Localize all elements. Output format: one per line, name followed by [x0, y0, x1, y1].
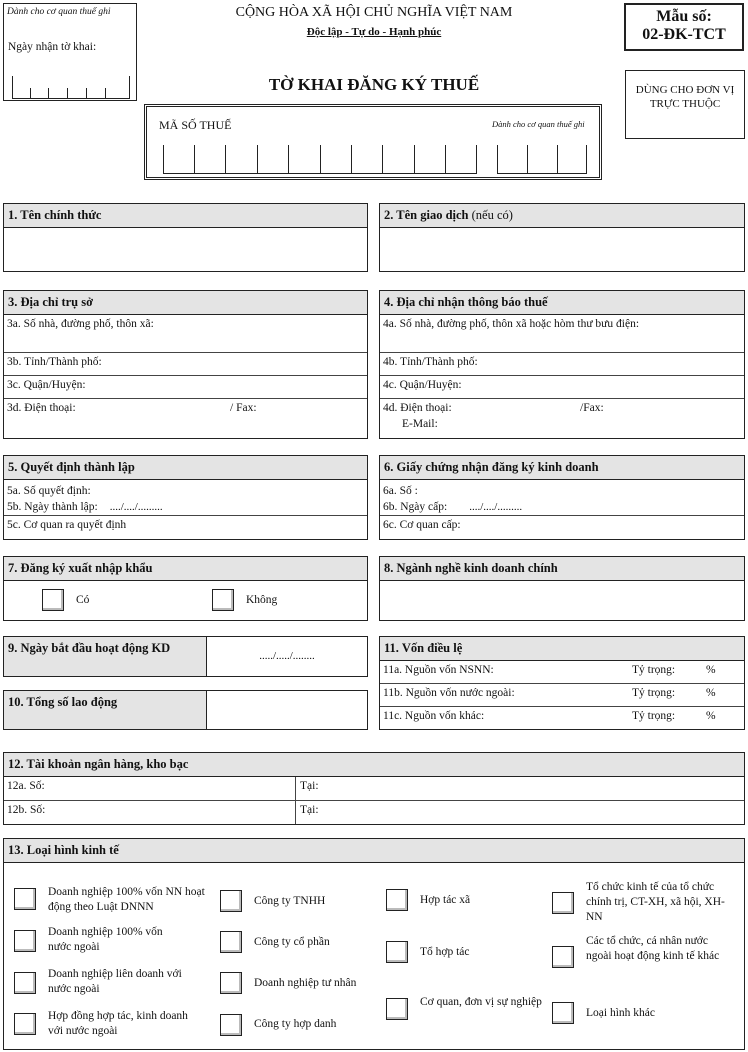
field-4d-fax-label: /Fax: — [580, 402, 604, 414]
type-joint-stock-label: Công ty cổ phần — [254, 936, 330, 948]
usage-box — [625, 70, 745, 139]
section-notice-address — [379, 290, 745, 439]
tax-code-label: MÃ SỐ THUẾ — [159, 118, 232, 132]
received-date-label: Ngày nhận tờ khai: — [8, 41, 97, 53]
section-start-date — [3, 636, 368, 677]
section-9-title: 9. Ngày bắt đầu hoạt động KD — [8, 641, 171, 655]
section-head-office-address — [3, 290, 368, 439]
total-employees-field[interactable] — [207, 691, 367, 729]
import-export-no-label: Không — [246, 594, 278, 606]
tax-office-box — [3, 3, 137, 101]
section-10-header — [4, 691, 207, 729]
type-other-label: Loại hình khác — [586, 1007, 655, 1019]
tax-code-office-note: Dành cho cơ quan thuế ghi — [492, 119, 585, 129]
field-6a-label: 6a. Số : — [383, 485, 418, 497]
section-2-title: 2. Tên giao dịch — [384, 208, 469, 222]
field-11b-ratio: Tỷ trọng: — [632, 687, 676, 699]
received-date-field[interactable] — [12, 76, 130, 99]
country-name: CỘNG HÒA XÃ HỘI CHỦ NGHĨA VIỆT NAM — [235, 5, 513, 20]
section-economic-type — [3, 838, 745, 1050]
section-13-title: 13. Loại hình kinh tế — [4, 839, 744, 863]
type-state-owned-checkbox[interactable] — [14, 888, 36, 910]
type-state-owned-label: Doanh nghiệp 100% vốn NN hoạt động theo Luật DNNN — [48, 886, 205, 913]
section-1-title: 1. Tên chính thức — [4, 204, 367, 228]
field-3a-label: 3a. Số nhà, đường phố, thôn xã: — [7, 318, 154, 330]
field-12a-at: Tại: — [300, 780, 319, 792]
type-partnership-label: Công ty hợp danh — [254, 1018, 337, 1030]
type-foreign-other-label: Các tổ chức, cá nhân nước ngoài hoạt động kinh tế khác — [586, 935, 720, 962]
section-2-note: (nếu có) — [471, 208, 513, 222]
section-3-title: 3. Địa chỉ trụ sở — [4, 291, 367, 315]
field-11a-pct: % — [706, 664, 716, 676]
type-public-agency-checkbox[interactable] — [386, 998, 408, 1020]
section-import-export — [3, 556, 368, 621]
field-3b-label: 3b. Tỉnh/Thành phố: — [7, 356, 102, 368]
type-cooperative-label: Hợp tác xã — [420, 894, 471, 906]
field-5a-label: 5a. Số quyết định: — [7, 485, 91, 497]
type-foreign-owned-checkbox[interactable] — [14, 930, 36, 952]
section-6-title: 6. Giấy chứng nhận đăng ký kinh doanh — [380, 456, 744, 480]
field-4d[interactable] — [380, 399, 744, 438]
section-official-name[interactable] — [3, 203, 368, 272]
section-charter-capital — [379, 636, 745, 730]
field-4c-label: 4c. Quận/Huyện: — [383, 379, 462, 391]
field-11c-ratio: Tỷ trọng: — [632, 710, 676, 722]
tax-office-box-title: Dành cho cơ quan thuế ghi — [7, 7, 111, 17]
field-4d-email-label: E-Mail: — [402, 418, 438, 430]
section-7-title: 7. Đăng ký xuất nhập khẩu — [4, 557, 367, 581]
type-cooperative-group-checkbox[interactable] — [386, 941, 408, 963]
type-llc-checkbox[interactable] — [220, 890, 242, 912]
field-6c[interactable] — [380, 516, 744, 539]
type-bcc-label: Hợp đồng hợp tác, kinh doanh với nước ngoài — [48, 1010, 188, 1037]
form-code-label: Mẫu số: — [656, 8, 712, 25]
field-6b-blank: ..../..../......... — [469, 501, 523, 513]
field-11a-ratio: Tỷ trọng: — [632, 664, 676, 676]
field-3a[interactable] — [4, 315, 367, 353]
field-11b-label: 11b. Nguồn vốn nước ngoài: — [383, 687, 515, 699]
national-motto: Độc lập - Tự do - Hạnh phúc — [306, 26, 442, 38]
bank-column-divider — [295, 777, 296, 824]
tax-code-digits[interactable] — [163, 145, 477, 174]
field-6b-line — [383, 499, 744, 515]
type-joint-stock-checkbox[interactable] — [220, 931, 242, 953]
type-partnership-checkbox[interactable] — [220, 1014, 242, 1036]
form-title: TỜ KHAI ĐĂNG KÝ THUẾ — [268, 75, 480, 94]
section-bank-accounts — [3, 752, 745, 825]
type-political-org-label: Tổ chức kinh tế của tổ chức chính trị, CT-XH, xã hội, XH-NN — [586, 881, 725, 923]
field-3c-label: 3c. Quận/Huyện: — [7, 379, 86, 391]
section-8-title: 8. Ngành nghề kinh doanh chính — [380, 557, 744, 581]
section-2-header — [380, 204, 744, 228]
field-12b[interactable] — [4, 801, 744, 824]
section-12-title: 12. Tài khoản ngân hàng, kho bạc — [4, 753, 744, 777]
field-12a[interactable] — [4, 777, 744, 801]
type-joint-venture-label: Doanh nghiệp liên doanh với nước ngoài — [48, 968, 182, 995]
field-5ab[interactable] — [4, 480, 367, 516]
field-12b-label: 12b. Số: — [7, 804, 46, 816]
field-4d-label: 4d. Điện thoại: — [383, 402, 452, 414]
section-main-business[interactable] — [379, 556, 745, 621]
field-5c-label: 5c. Cơ quan ra quyết định — [7, 519, 127, 531]
field-3d[interactable] — [4, 399, 367, 438]
section-trade-name[interactable] — [379, 203, 745, 272]
field-11a-label: 11a. Nguồn vốn NSNN: — [383, 664, 494, 676]
field-6ab[interactable] — [380, 480, 744, 516]
form-code-box — [624, 3, 744, 51]
type-public-agency-label: Cơ quan, đơn vị sự nghiệp — [420, 996, 542, 1008]
form-code-number: 02-ĐK-TCT — [642, 26, 726, 43]
tax-code-box — [144, 104, 602, 180]
field-11c[interactable] — [380, 707, 744, 729]
section-establishment-decision — [3, 455, 368, 540]
import-export-yes-checkbox[interactable] — [42, 589, 64, 611]
field-5b-blank: ..../..../......... — [109, 501, 163, 513]
field-11b[interactable] — [380, 684, 744, 707]
field-3d-fax-label: / Fax: — [230, 402, 257, 414]
type-joint-venture-checkbox[interactable] — [14, 972, 36, 994]
tax-code-office-digits[interactable] — [497, 145, 587, 174]
type-political-org-checkbox[interactable] — [552, 892, 574, 914]
type-cooperative-group-label: Tổ hợp tác — [420, 946, 470, 958]
field-12b-at: Tại: — [300, 804, 319, 816]
type-other-checkbox[interactable] — [552, 1002, 574, 1024]
section-4-title: 4. Địa chỉ nhận thông báo thuế — [380, 291, 744, 315]
field-3d-label: 3d. Điện thoại: — [7, 402, 76, 414]
field-4b-label: 4b. Tỉnh/Thành phố: — [383, 356, 478, 368]
field-4a-label: 4a. Số nhà, đường phố, thôn xã hoặc hòm thư bưu điện: — [383, 318, 640, 330]
field-5b-label: 5b. Ngày thành lập: — [7, 501, 98, 513]
section-9-header — [4, 637, 207, 676]
field-4a[interactable] — [380, 315, 744, 353]
start-date-field[interactable]: ...../...../........ — [259, 650, 315, 662]
field-5c[interactable] — [4, 516, 367, 539]
field-6c-label: 6c. Cơ quan cấp: — [383, 519, 461, 531]
field-4c[interactable] — [380, 376, 744, 399]
field-11b-pct: % — [706, 687, 716, 699]
type-private-enterprise-checkbox[interactable] — [220, 972, 242, 994]
section-11-title: 11. Vốn điều lệ — [380, 637, 744, 661]
section-total-employees — [3, 690, 368, 730]
field-11c-pct: % — [706, 710, 716, 722]
type-foreign-other-checkbox[interactable] — [552, 946, 574, 968]
type-private-enterprise-label: Doanh nghiệp tư nhân — [254, 977, 357, 989]
section-10-title: 10. Tổng số lao động — [8, 695, 118, 709]
section-5-title: 5. Quyết định thành lập — [4, 456, 367, 480]
field-3b[interactable] — [4, 353, 367, 376]
field-11c-label: 11c. Nguồn vốn khác: — [383, 710, 485, 722]
field-12a-label: 12a. Số: — [7, 780, 45, 792]
type-llc-label: Công ty TNHH — [254, 895, 326, 907]
usage-text: DÙNG CHO ĐƠN VỊ TRỰC THUỘC — [635, 84, 735, 110]
type-foreign-owned-label: Doanh nghiệp 100% vốn nước ngoài — [48, 926, 163, 953]
field-11a[interactable] — [380, 661, 744, 684]
import-export-no-checkbox[interactable] — [212, 589, 234, 611]
type-bcc-checkbox[interactable] — [14, 1013, 36, 1035]
field-4b[interactable] — [380, 353, 744, 376]
field-6b-label: 6b. Ngày cấp: — [383, 501, 448, 513]
field-3c[interactable] — [4, 376, 367, 399]
type-cooperative-checkbox[interactable] — [386, 889, 408, 911]
section-business-registration — [379, 455, 745, 540]
import-export-yes-label: Có — [76, 594, 90, 606]
field-5b-line — [7, 499, 367, 515]
